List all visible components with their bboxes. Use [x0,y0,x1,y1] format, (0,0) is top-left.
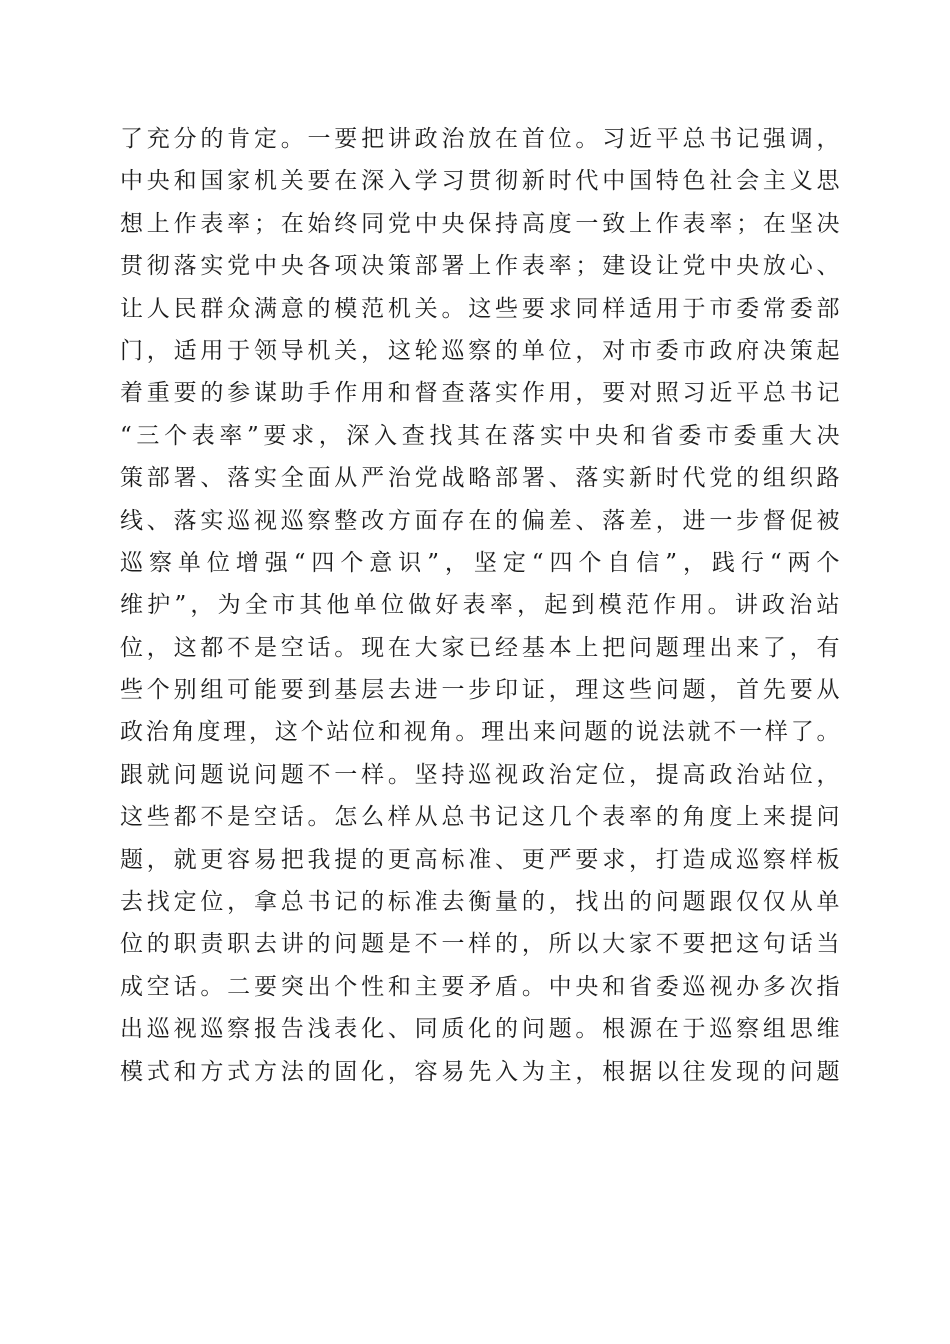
text-line: 想上作表率；在始终同党中央保持高度一致上作表率；在坚决 [120,210,840,237]
text-line: 跟就问题说问题不一样。坚持巡视政治定位，提高政治站位， [120,761,840,788]
text-line: 政治角度理，这个站位和视角。理出来问题的说法就不一样了。 [120,719,840,746]
text-line: 线、落实巡视巡察整改方面存在的偏差、落差，进一步督促被 [120,507,840,534]
body-text [120,118,840,1093]
text-line: 贯彻落实党中央各项决策部署上作表率；建设让党中央放心、 [120,253,840,280]
text-line: 题，就更容易把我提的更高标准、更严要求，打造成巡察样板 [120,846,840,873]
text-line: 中央和国家机关要在深入学习贯彻新时代中国特色社会主义思 [120,168,840,195]
text-line: 让人民群众满意的模范机关。这些要求同样适用于市委常委部 [120,295,840,322]
text-line: 巡察单位增强“四个意识”，坚定“四个自信”，践行“两个 [120,549,840,576]
text-line: 了充分的肯定。一要把讲政治放在首位。习近平总书记强调， [120,126,840,152]
text-line: “三个表率”要求，深入查找其在落实中央和省委市委重大决 [120,422,840,449]
text-line: 位的职责职去讲的问题是不一样的，所以大家不要把这句话当 [120,931,840,958]
text-line: 位，这都不是空话。现在大家已经基本上把问题理出来了，有 [120,634,840,661]
text-line: 维护”，为全市其他单位做好表率，起到模范作用。讲政治站 [120,592,840,619]
text-line: 些个别组可能要到基层去进一步印证，理这些问题，首先要从 [120,677,840,704]
text-line: 出巡视巡察报告浅表化、同质化的问题。根源在于巡察组思维 [120,1016,840,1043]
text-line: 成空话。二要突出个性和主要矛盾。中央和省委巡视办多次指 [120,973,840,1000]
text-line: 门，适用于领导机关，这轮巡察的单位，对市委市政府决策起 [120,337,840,364]
text-line: 这些都不是空话。怎么样从总书记这几个表率的角度上来提问 [120,804,840,831]
text-line: 去找定位，拿总书记的标准去衡量的，找出的问题跟仅仅从单 [120,889,840,916]
text-line: 模式和方式方法的固化，容易先入为主，根据以往发现的问题 [120,1058,840,1085]
text-line: 着重要的参谋助手作用和督查落实作用，要对照习近平总书记 [120,380,840,407]
text-line: 策部署、落实全面从严治党战略部署、落实新时代党的组织路 [120,465,840,492]
